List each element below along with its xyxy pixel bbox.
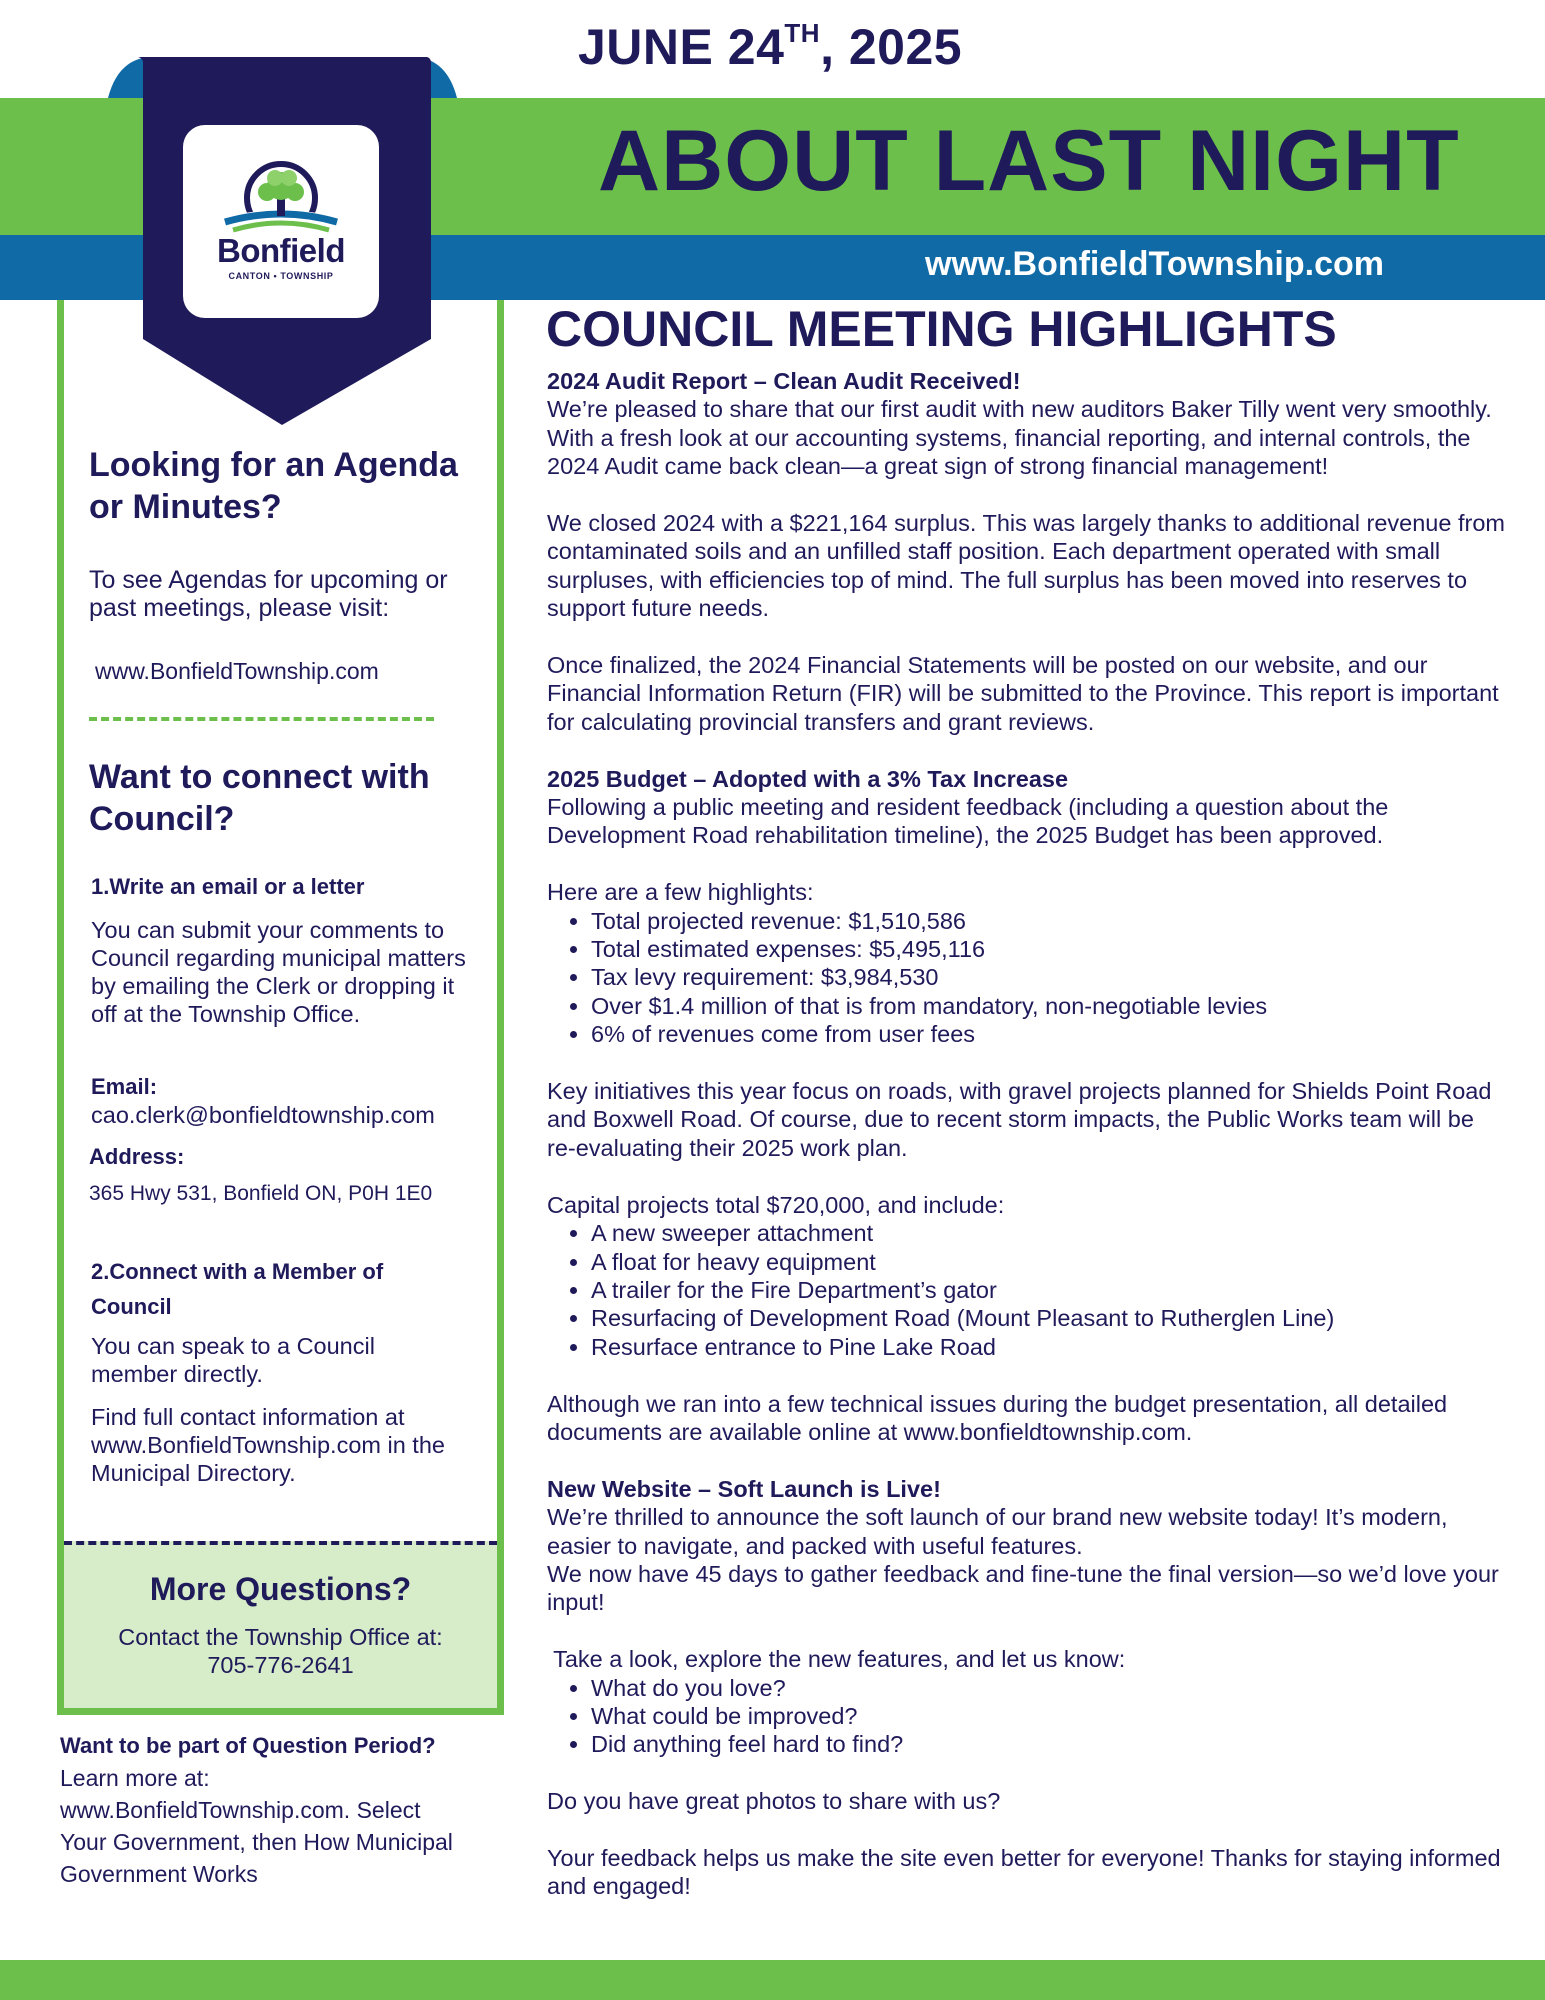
capital-intro: Capital projects total $720,000, and include: (547, 1191, 1005, 1218)
website-paragraph-2: We now have 45 days to gather feedback and fine-tune the final version—so we’d love your input! (547, 1560, 1499, 1616)
agenda-heading: Looking for an Agenda or Minutes? (89, 446, 458, 526)
question-period-title: Want to be part of Question Period? (60, 1733, 436, 1758)
tree-logo-icon (205, 160, 357, 235)
budget-heading: 2025 Budget – Adopted with a 3% Tax Increase (547, 765, 1069, 792)
photos-paragraph: Do you have great photos to share with us? (547, 1788, 1001, 1815)
address-label: Address: (89, 1144, 185, 1169)
issue-date: JUNE 24TH, 2025 (578, 18, 963, 75)
audit-paragraph-1: We’re pleased to share that our first audit with new auditors Baker Tilly went very smoothly. With a fresh look at our accounting systems, financial reporting, and internal controls, the 2024 Audit came back clean—a great sign of strong financial management! (547, 396, 1492, 480)
initiatives-paragraph: Key initiatives this year focus on roads, with gravel projects planned for Shields Point Road and Boxwell Road. Of course, due to recent storm impacts, the Public Works team will be re-evaluating their 2025 work plan. (547, 1078, 1492, 1161)
newsletter-headline: ABOUT LAST NIGHT (598, 113, 1460, 209)
website-heading: New Website – Soft Launch is Live! (547, 1475, 941, 1502)
email-label: Email: (91, 1074, 158, 1099)
questions-heading: More Questions? (149, 1571, 412, 1607)
list-item: • What could be improved? (591, 1702, 1507, 1730)
logo-tagline: CANTON • TOWNSHIP (228, 271, 334, 281)
list-item: • A float for heavy equipment (591, 1248, 1507, 1276)
questions-phone[interactable]: 705-776-2641 (207, 1652, 354, 1678)
feedback-list (547, 1674, 1507, 1759)
list-item: • Over $1.4 million of that is from mandatory, non-negotiable levies (591, 992, 1507, 1020)
agenda-text: To see Agendas for upcoming or past meetings, please visit: (89, 566, 448, 622)
logo-wordmark: Bonfield (217, 232, 345, 269)
step1-title: 1.Write an email or a letter (91, 874, 365, 899)
step2-title: 2.Connect with a Member of Council (91, 1259, 384, 1319)
list-item: • Total estimated expenses: $5,495,116 (591, 935, 1507, 963)
highlights-intro: Here are a few highlights: (547, 879, 814, 906)
feedback-intro: Take a look, explore the new features, and let us know: (547, 1646, 1126, 1673)
audit-heading: 2024 Audit Report – Clean Audit Received! (547, 368, 1021, 394)
footer-green-band (0, 1960, 1545, 2000)
connect-heading: Want to connect with Council? (89, 758, 430, 838)
agenda-link[interactable]: www.BonfieldTownship.com (95, 658, 379, 684)
header-website-link[interactable]: www.BonfieldTownship.com (925, 245, 1384, 283)
questions-text: Contact the Township Office at: (118, 1624, 443, 1650)
list-item: • Did anything feel hard to find? (591, 1730, 1507, 1758)
question-period-text: Learn more at: www.BonfieldTownship.com. Select Your Government, then How Municipal Government Works (60, 1765, 453, 1887)
capital-list (547, 1219, 1507, 1361)
website-paragraph-1: We’re thrilled to announce the soft launch of our brand new website today! It’s modern, easier to navigate, and packed with useful features. (547, 1504, 1448, 1559)
list-item: • A trailer for the Fire Department’s gator (591, 1276, 1507, 1304)
email-value[interactable]: cao.clerk@bonfieldtownship.com (91, 1102, 435, 1128)
list-item: • Resurfacing of Development Road (Mount Pleasant to Rutherglen Line) (591, 1304, 1507, 1332)
audit-paragraph-3: Once finalized, the 2024 Financial Statements will be posted on our website, and our Financial Information Return (FIR) will be submitted to the Province. This report is important for calculating provincial transfers and grant reviews. (547, 652, 1499, 735)
budget-paragraph: Following a public meeting and resident feedback (including a question about the Development Road rehabilitation timeline), the 2025 Budget has been approved. (547, 794, 1389, 849)
sidebar-divider (89, 717, 434, 721)
closing-paragraph: Your feedback helps us make the site even better for everyone! Thanks for staying informed and engaged! (547, 1844, 1501, 1900)
main-article (547, 367, 1507, 1901)
step2-text: You can speak to a Council member directly. (91, 1333, 375, 1387)
step1-text: You can submit your comments to Council regarding municipal matters by emailing the Clerk or dropping it off at the Township Office. (91, 917, 466, 1027)
highlights-list (547, 907, 1507, 1049)
list-item: • Resurface entrance to Pine Lake Road (591, 1333, 1507, 1361)
technical-paragraph: Although we ran into a few technical issues during the budget presentation, all detailed documents are available online at www.bonfieldtownship.com. (547, 1390, 1448, 1445)
step2-directory-text: Find full contact information at www.BonfieldTownship.com in the Municipal Directory. (91, 1404, 445, 1486)
list-item: • Total projected revenue: $1,510,586 (591, 907, 1507, 935)
audit-paragraph-2: We closed 2024 with a $221,164 surplus. This was largely thanks to additional revenue from contaminated soils and an unfilled staff position. Each department operated with small surpluses, with efficiencies top of mind. The full surplus has been moved into reserves to support future needs. (547, 510, 1505, 622)
address-value: 365 Hwy 531, Bonfield ON, P0H 1E0 (89, 1182, 433, 1205)
list-item: • A new sweeper attachment (591, 1219, 1507, 1247)
list-item: • What do you love? (591, 1674, 1507, 1702)
list-item: • 6% of revenues come from user fees (591, 1020, 1507, 1048)
main-title: COUNCIL MEETING HIGHLIGHTS (546, 301, 1337, 357)
list-item: • Tax levy requirement: $3,984,530 (591, 963, 1507, 991)
